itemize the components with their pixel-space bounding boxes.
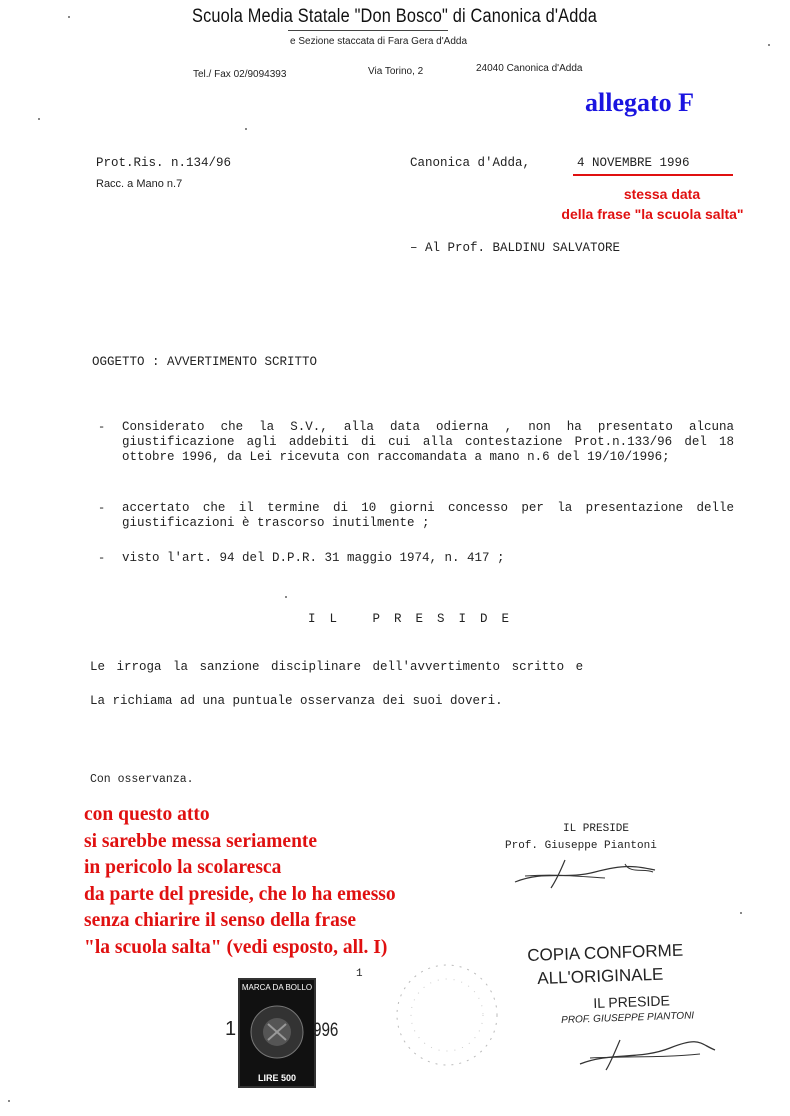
stamp-emblem-icon	[240, 992, 314, 1072]
date-note-line2: della frase "la scuola salta"	[561, 206, 744, 222]
commentary	[84, 802, 396, 961]
commentary-line: in pericolo la scolaresca	[84, 857, 282, 878]
stamp-signature	[570, 1030, 720, 1075]
commentary-line: da parte del preside, che lo ha emesso	[84, 883, 396, 905]
closing: Con osservanza.	[90, 773, 194, 786]
subject: OGGETTO : AVVERTIMENTO SCRITTO	[92, 355, 318, 369]
consideration-text: visto l'art. 94 del D.P.R. 31 maggio 1974, n. 417 ;	[122, 551, 505, 565]
school-postal-city: 24040 Canonica d'Adda	[476, 63, 583, 74]
cancel-date-left: 1	[225, 1018, 237, 1040]
certified-stamp-line4: PROF. GIUSEPPE PIANTONI	[561, 1010, 695, 1026]
consideration-bullet: -	[98, 420, 106, 434]
commentary-line: con questo atto	[84, 804, 210, 825]
commentary-line: senza chiarire il senso della frase	[84, 910, 357, 931]
letter-date: 4 NOVEMBRE 1996	[577, 156, 690, 170]
certified-stamp-line2: ALL'ORIGINALE	[537, 964, 664, 988]
revenue-stamp	[238, 978, 316, 1088]
signature-title: IL PRESIDE	[563, 823, 630, 835]
handwritten-signature	[505, 852, 675, 892]
page-number: 1	[356, 968, 363, 980]
date-highlight-underline	[573, 174, 733, 176]
school-address: Via Torino, 2	[368, 66, 424, 77]
consideration-bullet: -	[98, 501, 106, 515]
certified-stamp-line1: COPIA CONFORME	[527, 940, 684, 965]
signature-name: Prof. Giuseppe Piantoni	[505, 840, 657, 852]
date-note-line1: stessa data	[623, 186, 701, 202]
consideration-text: Considerato che la S.V., alla data odierna , non ha presentato alcuna giustificazione agli addebiti di cui alla contestazione Prot.n.133/96 del 18 ottobre 1996, da Lei ricevuta con raccomandata a mano n.6 del 19/10/1996;	[122, 420, 734, 464]
revenue-stamp-top: MARCA DA BOLLO	[241, 983, 313, 992]
consideration-text: accertato che il termine di 10 giorni concesso per la presentazione delle giustificazioni è trascorso inutilmente ;	[122, 501, 734, 530]
faint-round-seal	[372, 955, 522, 1075]
cancel-date-right: 996	[313, 1020, 339, 1041]
commentary-line: "la scuola salta" (vedi esposto, all. I)	[84, 936, 388, 958]
protocol-number: Prot.Ris. n.134/96	[96, 156, 232, 170]
consideration-bullet: -	[98, 551, 106, 565]
protocol-racc: Racc. a Mano n.7	[96, 178, 183, 190]
decision-line2: La richiama ad una puntuale osservanza dei suoi doveri.	[90, 694, 503, 708]
recipient: – Al Prof. BALDINU SALVATORE	[410, 241, 621, 255]
school-phone: Tel./ Fax 02/9094393	[193, 69, 287, 80]
school-name: Scuola Media Statale "Don Bosco" di Canonica d'Adda	[192, 6, 598, 27]
annotation-label: allegato F	[585, 88, 695, 117]
commentary-line: si sarebbe messa seriamente	[84, 830, 318, 852]
revenue-stamp-bottom: LIRE 500	[257, 1073, 297, 1083]
section-heading: IL PRESIDE	[308, 612, 524, 626]
decision-line1: Le irroga la sanzione disciplinare dell'avvertimento scritto e	[90, 660, 584, 674]
school-branch: e Sezione staccata di Fara Gera d'Adda	[290, 36, 468, 47]
letterhead-underline	[288, 30, 448, 31]
date-place: Canonica d'Adda,	[410, 156, 531, 170]
certified-stamp-line3: IL PRESIDE	[593, 992, 671, 1011]
